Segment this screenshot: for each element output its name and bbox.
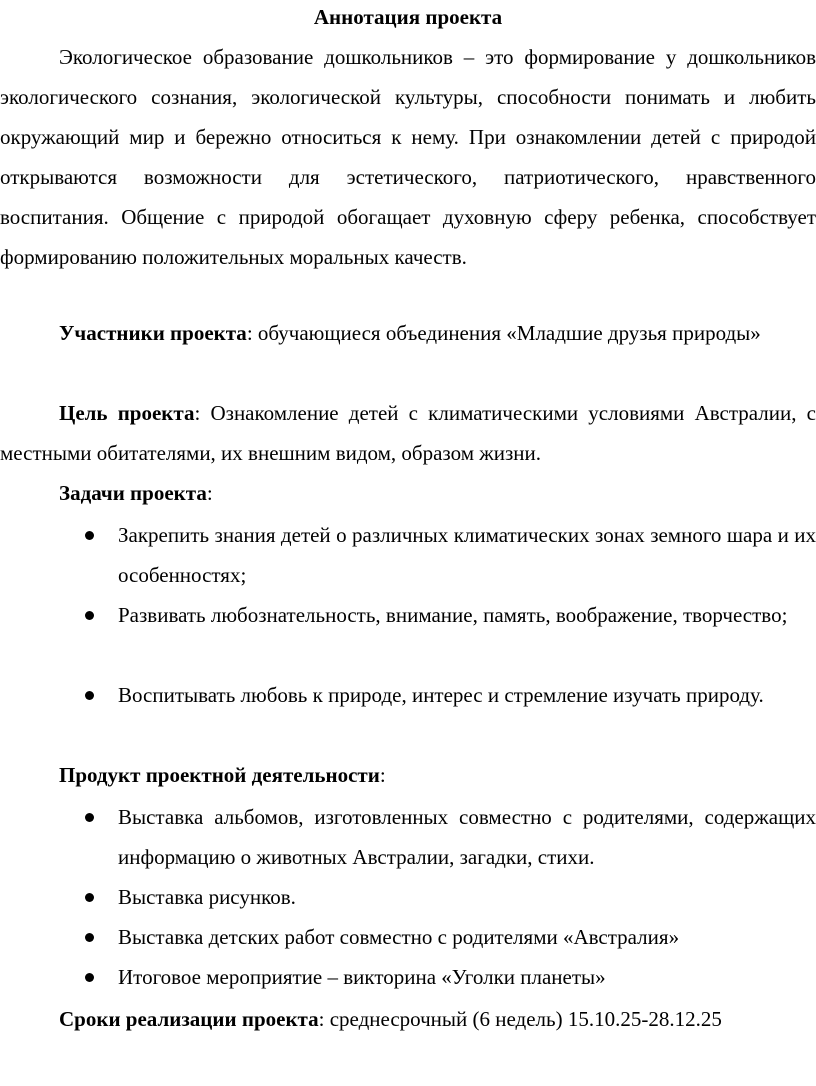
list-item <box>0 675 816 755</box>
goal-paragraph <box>0 393 816 473</box>
tasks-label: Задачи проекта <box>59 481 207 505</box>
intro-paragraph: Экологическое образование дошкольников – это формирование у дошкольников экологического сознания, экологической культуры, способности понимать и любить окружающий мир и бережно относиться к нему. При ознакомлении детей с природой открываются возможности для эстетического, патриотического, нравственного воспитания. Общение с природой обогащает духовную сферу ребенка, способствует формированию положительных моральных качеств. <box>0 45 816 269</box>
list-item-text: Закрепить знания детей о различных климатических зонах земного шара и их особенностях; <box>118 523 816 587</box>
list-item <box>0 515 816 595</box>
bullet-icon <box>85 933 94 942</box>
list-item-text: Выставка альбомов, изготовленных совместно с родителями, содержащих информацию о животных Австралии, загадки, стихи. <box>118 805 816 869</box>
product-list <box>0 797 816 997</box>
timeline-text: : среднесрочный (6 недель) 15.10.25-28.12.25 <box>318 1007 722 1031</box>
list-item-text: Итоговое мероприятие – викторина «Уголки планеты» <box>118 965 606 989</box>
bullet-icon <box>85 531 94 540</box>
participants-label: Участники проекта <box>59 321 247 345</box>
product-heading <box>0 755 816 795</box>
bullet-icon <box>85 813 94 822</box>
list-item <box>0 595 816 675</box>
timeline-label: Сроки реализации проекта <box>59 1007 319 1031</box>
goal-text: : Ознакомление детей с климатическими условиями Австралии, с местными обитателями, их внешним видом, образом жизни. <box>0 401 816 465</box>
goal-label: Цель проекта <box>59 401 195 425</box>
bullet-icon <box>85 611 94 620</box>
list-item <box>0 957 816 997</box>
bullet-icon <box>85 691 94 700</box>
product-suffix: : <box>379 763 386 787</box>
list-item-text: Выставка детских работ совместно с родителями «Австралия» <box>118 925 680 949</box>
list-item-text: Развивать любознательность, внимание, память, воображение, творчество; <box>118 603 788 627</box>
list-item-text: Выставка рисунков. <box>118 885 296 909</box>
bullet-icon <box>85 973 94 982</box>
participants-text: : обучающиеся объединения «Младшие друзья природы» <box>246 321 761 345</box>
list-item <box>0 797 816 877</box>
participants-paragraph <box>0 313 816 353</box>
tasks-list <box>0 515 816 755</box>
timeline-paragraph <box>0 999 816 1039</box>
tasks-heading <box>0 473 816 513</box>
list-item <box>0 917 816 957</box>
bullet-icon <box>85 893 94 902</box>
product-label: Продукт проектной деятельности <box>59 763 380 787</box>
list-item-text: Воспитывать любовь к природе, интерес и стремление изучать природу. <box>118 683 764 707</box>
page-title: Аннотация проекта <box>313 5 503 29</box>
list-item <box>0 877 816 917</box>
tasks-suffix: : <box>206 481 213 505</box>
